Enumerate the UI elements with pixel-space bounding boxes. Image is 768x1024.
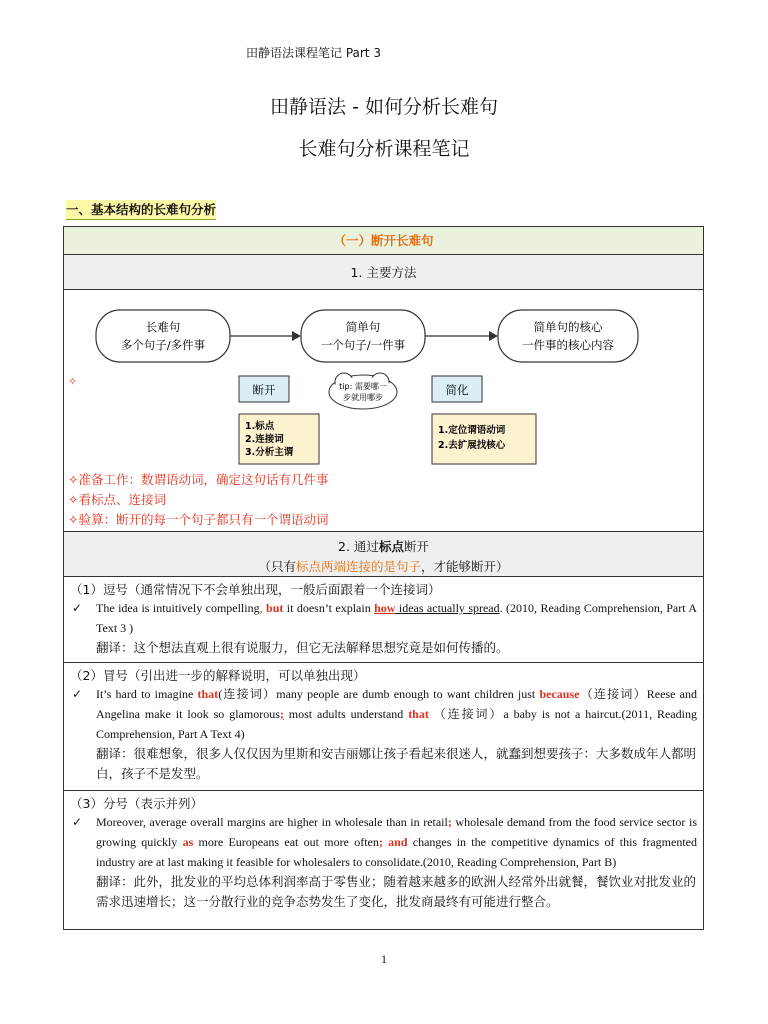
comma-s7: . (2010, Reading Comprehension, Part A Text 3 )	[96, 601, 697, 635]
punct-note-post: ，才能够断开）	[421, 559, 509, 574]
punct-pre: 2. 通过	[338, 539, 379, 554]
semicolon-s5: more Europeans eat out more often	[193, 835, 379, 849]
diamond-bullet-icon: ✧	[68, 375, 78, 388]
label-break: 断开	[252, 383, 276, 397]
table-title: （一）断开长难句	[64, 227, 703, 255]
colon-s9: （连接词）a baby is not a haircut.(2011, Reading Comprehension, Part A Text 4)	[96, 707, 697, 741]
semicolon-s1: Moreover, average overall margins are higher in wholesale than in retail	[96, 815, 448, 829]
colon-s5: （连接词）Reese and Angelina make it look so glamorous	[96, 687, 697, 721]
punct-note-pre: （只有	[258, 559, 296, 574]
colon-s1: It’s hard to imagine	[96, 687, 198, 701]
comma-s6: ideas actually spread	[395, 601, 500, 615]
comma-heading: （1）逗号（通常情况下不会单独出现，一般后面跟着一个连接词）	[70, 582, 441, 597]
break-step-2: 2.连接词	[245, 434, 284, 445]
colon-heading: （2）冒号（引出进一步的解释说明，可以单独出现）	[70, 668, 366, 683]
check-icon: ✓	[72, 815, 83, 829]
punct-heading-line1	[64, 532, 703, 555]
punct-heading-line2	[64, 555, 703, 575]
comma-s1: The idea is intuitively compelling	[96, 601, 260, 615]
semicolon-example	[64, 812, 703, 872]
flow-box1-line2: 多个句子/多件事	[120, 338, 206, 352]
comma-translation: 翻译：这个想法直观上很有说服力，但它无法解释思想究竟是如何传播的。	[96, 640, 509, 655]
break-step-3: 3.分析主谓	[245, 447, 294, 458]
flow-box2-line2: 一个句子/一件事	[320, 338, 406, 352]
colon-s3: (连接词）many people are dumb enough to want children just	[218, 687, 540, 701]
notes-table	[63, 226, 704, 930]
flow-box-long-sentence	[96, 310, 230, 362]
label-simplify: 简化	[445, 383, 469, 397]
colon-translation: 翻译：很难想象，很多人仅仅因为里斯和安吉丽娜让孩子看起来很迷人，就蠢到想要孩子：大多数成年人都明白，孩子不是发型。	[96, 746, 697, 781]
simplify-step-2: 2.去扩展找核心	[438, 440, 506, 451]
flow-box-simple-sentence	[301, 310, 425, 362]
comma-s2: ,	[259, 601, 263, 615]
method-heading: 1. 主要方法	[64, 255, 703, 290]
break-step-1: 1.标点	[245, 421, 275, 432]
flow-box3-line1: 简单句的核心	[533, 320, 603, 334]
simplify-step-1: 1.定位谓语动词	[438, 425, 506, 436]
semicolon-s4: as	[182, 835, 194, 849]
running-header: 田静语法课程笔记 Part 3	[246, 46, 381, 60]
semicolon-s3: wholesale demand from the food service sector is growing quickly	[96, 815, 697, 849]
bullet-look: ✧看标点、连接词	[68, 492, 166, 507]
colon-s4: because	[539, 687, 580, 701]
colon-row	[64, 663, 703, 791]
punct-heading-row	[64, 532, 703, 577]
colon-example	[64, 684, 703, 744]
semicolon-s7: changes in the competitive dynamics of this fragmented industry are at last making it feasible for wholesalers to consolidate.(2010, Reading Comprehension, Part B)	[96, 835, 697, 869]
simplify-steps-box	[432, 414, 536, 464]
semicolon-row	[64, 791, 703, 930]
colon-s6: ;	[279, 707, 284, 721]
page-subtitle: 长难句分析课程笔记	[298, 138, 470, 160]
arrow-icon	[489, 331, 498, 341]
comma-s4: it doesn’t explain	[283, 601, 375, 615]
cloud-icon	[329, 373, 397, 409]
section-heading: 一、基本结构的长难句分析	[66, 200, 216, 220]
flow-box-core	[498, 310, 638, 362]
flow-box1-line1: 长难句	[145, 320, 181, 334]
check-icon: ✓	[72, 687, 83, 701]
flow-diagram	[92, 300, 664, 470]
flow-box2-line1: 简单句	[345, 320, 381, 334]
colon-s7: most adults understand	[283, 707, 409, 721]
method-bullets	[68, 470, 328, 530]
comma-s5: how	[374, 601, 396, 615]
semicolon-translation: 翻译：此外，批发业的平均总体利润率高于零售业；随着越来越多的欧洲人经常外出就餐，餐饮业对批发业的需求迅速增长；这一分散行业的竞争态势发生了变化，批发商最终有可能进行整合。	[96, 874, 697, 909]
punct-post: 断开	[403, 539, 429, 554]
arrow-icon	[292, 331, 301, 341]
punct-bold: 标点	[378, 539, 404, 554]
semicolon-s6: ; and	[378, 835, 408, 849]
comma-example	[64, 598, 703, 638]
method-diagram-row	[64, 290, 703, 532]
check-icon: ✓	[72, 601, 83, 615]
bullet-prepare: ✧准备工作：数谓语动词，确定这句话有几件事	[68, 472, 329, 487]
comma-s3: but	[262, 601, 284, 615]
colon-s2: that	[197, 687, 219, 701]
comma-row	[64, 577, 703, 663]
tip-line2: 步就用哪步	[343, 393, 383, 402]
page-number: 1	[381, 952, 387, 966]
colon-s8: that	[408, 707, 429, 721]
flow-box3-line2: 一件事的核心内容	[522, 338, 614, 352]
tip-line1: tip: 需要哪一	[339, 382, 387, 391]
bullet-verify: ✧验算：断开的每一个句子都只有一个谓语动词	[68, 512, 329, 527]
semicolon-heading: （3）分号（表示并列）	[70, 796, 203, 811]
punct-note-highlight: 标点两端连接的是句子	[295, 559, 421, 574]
semicolon-s2: ;	[447, 815, 452, 829]
page-title: 田静语法 - 如何分析长难句	[270, 96, 498, 118]
